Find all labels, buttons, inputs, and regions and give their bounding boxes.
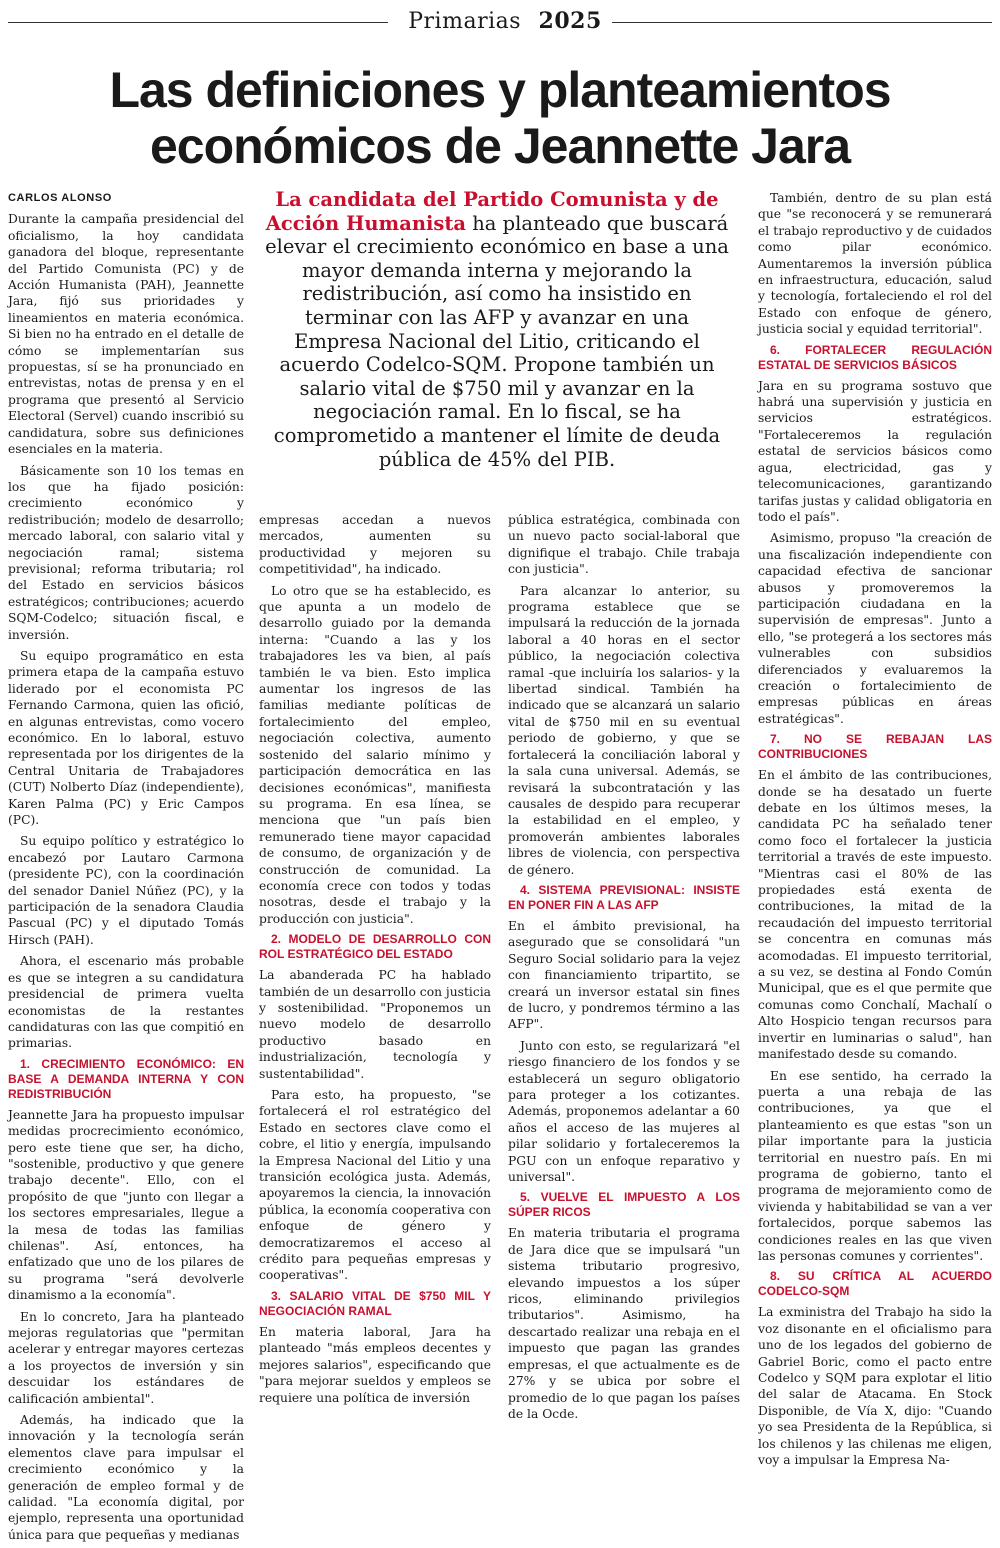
subheading-8: 8. SU CRÍTICA AL ACUERDO CODELCO-SQM xyxy=(758,1269,992,1299)
paragraph: Su equipo programático en esta primera etapa de la campaña estuvo liderado por el economista PC Fernando Carmona, quien las ofició, en algunas entrevistas, como vocero económico. En lo laboral, estuvo representada por los dirigentes de la Central Unitaria de Trabajadores (CUT) Nolberto Díaz (independiente), Karen Palma (PC) y Eric Campos (PC). xyxy=(8,648,244,828)
paragraph: Para esto, ha propuesto, "se fortalecerá el rol estratégico del Estado en sectores clave como el cobre, el litio y energía, impulsando la Empresa Nacional del Litio y una transición ecológica justa. Además, apoyaremos la ciencia, la innovación pública, la economía cooperativa con enfoque de género y democratizaremos el acceso al crédito para pequeñas empresas y cooperativas". xyxy=(259,1088,491,1283)
section-name: Primarias xyxy=(398,9,531,34)
paragraph: pública estratégica, combinada con un nuevo pacto social-laboral que dignifique el trabajo. Chile trabaja con justicia". xyxy=(508,513,740,577)
section-year: 2025 xyxy=(538,8,602,34)
byline: CARLOS ALONSO xyxy=(8,192,112,204)
lede-highlight: La candidata del Partido Comunista y de Acción Humanista xyxy=(265,188,719,235)
subheading-7: 7. NO SE REBAJAN LAS CONTRIBUCIONES xyxy=(758,732,992,762)
lede-text: ha planteado que buscará elevar el crecimiento económico en base a una mayor demanda interna y mejorando la redistribución, así como ha insistido en terminar con las AFP y avanzar en una Empresa Nacional del Litio, criticando el acuerdo Codelco-SQM. Propone también un salario vital de $750 mil y avanzar en la negociación ramal. En lo fiscal, se ha comprometido a mantener el límite de deuda pública de 45% del PIB. xyxy=(265,211,729,471)
subheading-6: 6. FORTALECER REGULACIÓN ESTATAL DE SERVICIOS BÁSICOS xyxy=(758,342,992,372)
paragraph: La abanderada PC ha hablado también de un desarrollo con justicia y sostenibilidad. "Proponemos un nuevo modelo de desarrollo productivo basado en industrialización, tecnología y sustentabilidad". xyxy=(259,968,491,1081)
paragraph: Además, ha indicado que la innovación y la tecnología serán elementos clave para impulsar el crecimiento económico y la generación de empleo formal y de calidad. "La economía digital, por ejemplo, representa una oportunidad única para que pequeñas y medianas xyxy=(8,1413,244,1542)
headline xyxy=(0,62,1000,174)
column-4 xyxy=(758,190,992,1473)
paragraph: En el ámbito previsional, ha asegurado que se consolidará "un Seguro Social solidario para la vejez con financiamiento tripartito, se creará un inversor estatal sin fines de lucro, y pondremos término a las AFP". xyxy=(508,918,740,1032)
paragraph: Jara en su programa sostuvo que habrá una supervisión y justicia en servicios estratégicos. "Fortaleceremos la regulación estatal de servicios básicos como agua, electricidad, gas y telecomunicaciones, garantizando tarifas justas y calidad obligatoria en todo el país". xyxy=(758,378,992,524)
subheading-5: 5. VUELVE EL IMPUESTO A LOS SÚPER RICOS xyxy=(508,1190,740,1220)
paragraph: Ahora, el escenario más probable es que se integren a su candidatura presidencial de primera vuelta economistas de la restantes candidaturas con las que compitió en primarias. xyxy=(8,954,244,1051)
headline-line-2: económicos de Jeannette Jara xyxy=(149,118,851,174)
paragraph: En lo concreto, Jara ha planteado mejoras regulatorias que "permitan acelerar y entregar mayores certezas a los proyectos de inversión y sin descuidar los estándares de calificación ambiental". xyxy=(8,1309,244,1406)
paragraph: La exministra del Trabajo ha sido la voz disonante en el oficialismo para uno de los legados del gobierno de Gabriel Boric, como el pacto entre Codelco y SQM para explotar el litio del salar de Atacama. En Stock Disponible, de Vía X, dijo: "Cuando yo sea Presidenta de la República, si los chilenos y las chilenas me eligen, voy a impulsar la Empresa Na- xyxy=(758,1305,992,1468)
paragraph: Jeannette Jara ha propuesto impulsar medidas procrecimiento económico, pero este tiene que ser, ha dicho, "sostenible, productivo y que genere trabajo decente". Ello, con el propósito de que "junto con llegar a los sectores empresariales, llegue a la mesa de todas las familias chilenas". Así, entonces, ha enfatizado que uno de los pilares de su programa "será devolverle dinamismo a la economía". xyxy=(8,1107,244,1303)
column-1 xyxy=(8,190,244,1548)
paragraph: En materia tributaria el programa de Jara dice que se impulsará "un sistema tributario progresivo, elevando impuestos a los súper ricos, eliminando privilegios tributarios". Asimismo, ha descartado realizar una rebaja en el impuesto que pagan las grandes empresas, el que actualmente es de 27% y se ubica por sobre el promedio de lo que pagan los países de la Ocde. xyxy=(508,1226,740,1421)
paragraph: En materia laboral, Jara ha planteado "más empleos decentes y mejores salarios", especificando que "para mejorar sueldos y empleos se requiere una política de inversión xyxy=(259,1324,491,1405)
paragraph: En el ámbito de las contribuciones, donde se ha desatado un fuerte debate en los últimos meses, la candidata PC ha señalado tener como foco el fortalecer la justicia territorial a través de este impuesto. "Mientras casi el 80% de las propiedades está exenta de contribuciones, la mitad de la recaudación del impuesto territorial se concentra en comunas más acomodadas. El impuesto territorial, a su vez, se destina al Fondo Común Municipal, que es el que permite que comunas como Conchalí, Machalí o Alto Hospicio tengan recursos para invertir en luminarias o salud", han manifestado desde su comando. xyxy=(758,768,992,1062)
paragraph: Básicamente son 10 los temas en los que ha fijado posición: crecimiento económico y redistribución; modelo de desarrollo; mercado laboral, con salario vital y negociación ramal; sistema previsional; reforma tributaria; rol del Estado en servicios básicos estratégicos; contribuciones; acuerdo SQM-Codelco; situación fiscal, e inversión. xyxy=(8,463,244,642)
paragraph: Junto con esto, se regularizará "el riesgo financiero de los fondos y se establecerá un seguro obligatorio para proteger a los cotizantes. Además, proponemos adelantar a 60 años el acceso de las mujeres al pilar solidario y fortaleceremos la PGU con un enfoque reparativo y universal". xyxy=(508,1038,740,1185)
paragraph: Durante la campaña presidencial del oficialismo, la hoy candidata ganadora del bloque, representante del Partido Comunista (PC) y de Acción Humanista (PAH), Jeannette Jara, fijó sus prioridades y lineamientos en materia económica. Si bien no ha entrado en el detalle de cómo se implementarían sus propuestas, sí se ha pronunciado en entrevistas, notas de prensa y en el programa que presentó al Servicio Electoral (Servel) cuando inscribió su candidatura, sobre sus definiciones esenciales en la materia. xyxy=(8,212,244,457)
lede xyxy=(262,188,732,471)
headline-line-1: Las definiciones y planteamientos xyxy=(109,62,891,118)
paragraph: En ese sentido, ha cerrado la puerta a una rebaja de las contribuciones, ya que el planteamiento es que estas "son un pilar importante para la justicia territorial en nuestro país. En mi programa de gobierno, tanto el programa de mejoramiento como de vivienda y habitabilidad se van a ver fortalecidos, porque sabemos las condiciones reales en las que viven las personas comunes y corrientes". xyxy=(758,1068,992,1263)
paragraph: Para alcanzar lo anterior, su programa establece que se impulsará la reducción de la jornada laboral a 40 horas en el sector público, la negociación colectiva ramal -que incluiría los salarios- y la libertad sindical. También ha indicado que se alcanzará un salario vital de $750 mil en su eventual periodo de gobierno, y que se fortalecerá la conciliación laboral y la sala cuna universal. Además, se revisará la subcontratación y las causales de despido para recuperar la estabilidad en el empleo, y promoverán ambientes laborales libres de violencia, con perspectiva de género. xyxy=(508,583,740,877)
subheading-1: 1. CRECIMIENTO ECONÓMICO: EN BASE A DEMANDA INTERNA Y CON REDISTRIBUCIÓN xyxy=(8,1056,244,1101)
subheading-3: 3. SALARIO VITAL DE $750 MIL Y NEGOCIACIÓN RAMAL xyxy=(259,1288,491,1318)
paragraph: También, dentro de su plan está que "se reconocerá y se remunerará el trabajo reproductivo y de cuidados como pilar económico. Aumentaremos la inversión pública en infraestructura, educación, salud y tecnología, fortaleciendo el rol del Estado con enfoque de género, justicia social y equidad territorial". xyxy=(758,191,992,337)
subheading-2: 2. MODELO DE DESARROLLO CON ROL ESTRATÉGICO DEL ESTADO xyxy=(259,932,491,962)
paragraph: Su equipo político y estratégico lo encabezó por Lautaro Carmona (presidente PC), con la coordinación del senador Daniel Núñez (PC), y la participación de la senadora Claudia Pascual (PC) y el diputado Tomás Hirsch (PAH). xyxy=(8,834,244,947)
subheading-4: 4. SISTEMA PREVISIONAL: INSISTE EN PONER FIN A LAS AFP xyxy=(508,882,740,912)
paragraph: empresas accedan a nuevos mercados, aumenten su productividad y mejoren su competitividad", ha indicado. xyxy=(259,513,491,577)
section-label xyxy=(0,8,1000,34)
column-2 xyxy=(259,512,491,1411)
paragraph: Lo otro que se ha establecido, es que apunta a un modelo de desarrollo guiado por la demanda interna: "Cuando a las y los trabajadores les va bien, al país también le va bien. Esto implica aumentar los ingresos de las familias mediante políticas de fortalecimiento del empleo, negociación colectiva, aumento sostenido del salario mínimo y participación democrática en las decisiones económicas", manifiesta su programa. En esa línea, se menciona que "un país bien remunerado tiene mayor capacidad de consumo, de organización y de construcción de comunidad. La economía crece con todos y todas nosotras, desde el trabajo y la producción con justicia". xyxy=(259,583,491,926)
column-3 xyxy=(508,512,740,1427)
paragraph: Asimismo, propuso "la creación de una fiscalización independiente con capacidad efectiva de sancionar abusos y promoveremos la participación ciudadana en la supervisión de empresas". Junto a ello, "se protegerá a los sectores más vulnerables con subsidios diferenciados y evaluaremos la creación o fortalecimiento de empresas públicas en áreas estratégicas". xyxy=(758,531,992,726)
